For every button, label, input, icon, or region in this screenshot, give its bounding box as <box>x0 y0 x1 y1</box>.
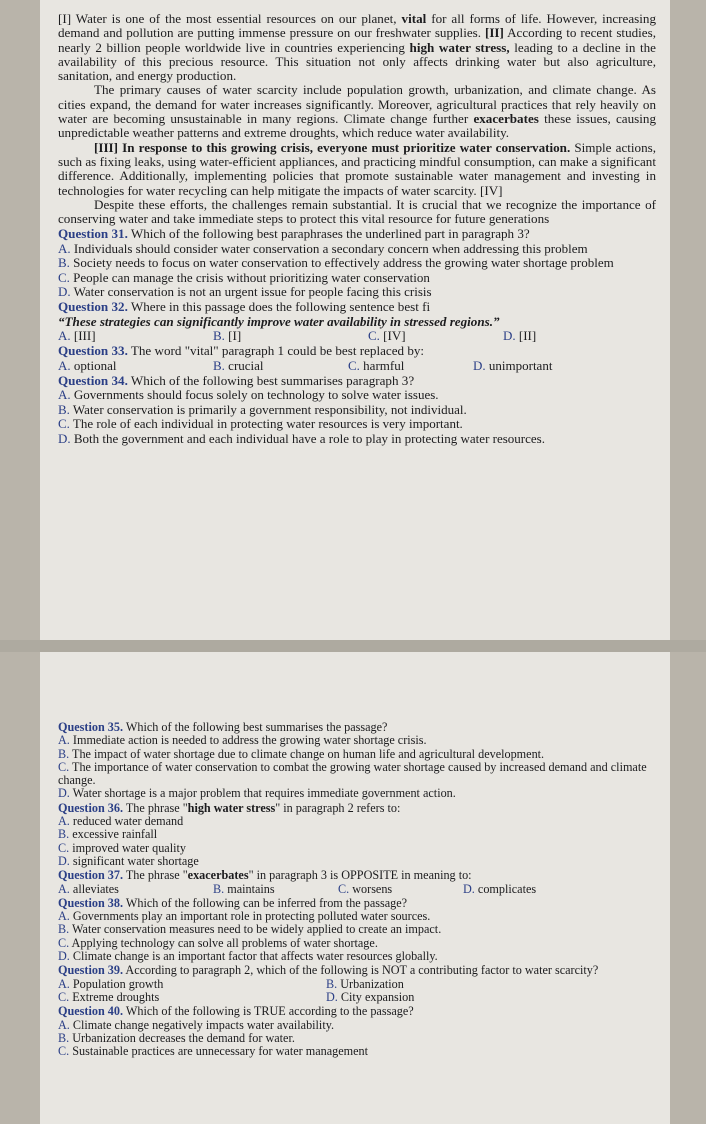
question-36: Question 36. The phrase "high water stress" in paragraph 2 refers to: A. reduced water demand B. excessive rainfall C. improved water quality D. significant water shortage <box>58 802 656 868</box>
word-vital: vital <box>401 11 427 26</box>
q34-option-a[interactable]: A. Governments should focus solely on technology to solve water issues. <box>58 387 439 403</box>
question-34: Question 34. Which of the following best summarises paragraph 3? A. Governments should focus solely on technology to solve water issues. B. Water conservation is primarily a government responsibility, not individual. C. The role of each individual in protecting water resources is very important. D. Both the government and each individual have a role to play in protecting water resources. <box>58 374 656 446</box>
q31-option-a[interactable]: A. Individuals should consider water conservation a secondary concern when addressing this problem <box>58 240 588 256</box>
q31-option-d[interactable]: D. Water conservation is not an urgent issue for people facing this crisis <box>58 283 432 299</box>
underlined-sentence: [III] In response to this growing crisis, everyone must prioritize water conservation. <box>94 139 571 155</box>
question-label: Question 34. <box>58 373 128 389</box>
q38-option-a[interactable]: A. Governments play an important role in protecting polluted water sources. <box>58 909 431 924</box>
passage-paragraph-4: Despite these efforts, the challenges remain substantial. It is crucial that we recognize the importance of conserving water and take immediate steps to protect this vital resource for future generations <box>58 196 656 227</box>
question-31: Question 31. Which of the following best paraphrases the underlined part in paragraph 3? A. Individuals should consider water conservation a secondary concern when addressing this problem B. Society needs to focus on water conservation to effectively address the growing water shortage problem C. People can manage the crisis without prioritizing water conservation D. Water conservation is not an urgent issue for people facing this crisis <box>58 227 656 299</box>
question-39: Question 39. According to paragraph 2, which of the following is NOT a contributing factor to water scarcity? A. Population growth B. Urbanization C. Extreme droughts D. City expansion <box>58 963 599 1004</box>
q37-option-c[interactable]: C. worsens <box>338 881 393 896</box>
question-label: Question 35. <box>58 720 124 734</box>
question-label: Question 32. <box>58 299 128 315</box>
question-label: Question 33. <box>58 343 128 359</box>
phrase-high-water-stress: high water stress, <box>409 39 510 55</box>
q40-option-a[interactable]: A. Climate change negatively impacts water availability. <box>58 1017 335 1032</box>
q37-option-b[interactable]: B. maintains <box>213 881 275 896</box>
q40-option-c[interactable]: C. Sustainable practices are unnecessary for water management <box>58 1044 368 1059</box>
q37-option-a[interactable]: A. alleviates <box>58 881 119 896</box>
question-40: Question 40. Which of the following is TRUE according to the passage? A. Climate change negatively impacts water availability. B. Urbanization decreases the demand for water. C. Sustainable practices are unnecessary for water management <box>58 1005 656 1058</box>
q39-option-a[interactable]: A. Population growth <box>58 976 164 991</box>
question-label: Question 38. <box>58 895 124 910</box>
q39-option-c[interactable]: C. Extreme droughts <box>58 989 160 1004</box>
marker-ii: [II] <box>484 25 504 41</box>
question-37: Question 37. The phrase "exacerbates" in paragraph 3 is OPPOSITE in meaning to: A. alleviates B. maintains C. worsens D. complicates <box>58 868 537 896</box>
q36-option-d[interactable]: D. significant water shortage <box>58 853 199 868</box>
q31-option-c[interactable]: C. People can manage the crisis without prioritizing water conservation <box>58 269 430 285</box>
question-label: Question 39. <box>58 963 124 978</box>
question-38: Question 38. Which of the following can be inferred from the passage? A. Governments play an important role in protecting polluted water sources. B. Water conservation measures need to be widely applied to create an impact. C. Applying technology can solve all problems of water shortage. D. Climate change is an important factor that affects water resources globally. <box>58 897 656 963</box>
q36-option-a[interactable]: A. reduced water demand <box>58 814 184 829</box>
question-label: Question 37. <box>58 868 124 883</box>
question-35: Question 35. Which of the following best summarises the passage? A. Immediate action is needed to address the growing water shortage crisis. B. The impact of water shortage due to climate change on human life and agricultural development. C. The importance of water conservation to combat the growing water shortage caused by increased demand and climate change. D. Water shortage is a major problem that requires immediate government action. <box>58 721 656 801</box>
marker-iv: [IV] <box>479 182 503 198</box>
q35-option-a[interactable]: A. Immediate action is needed to address the growing water shortage crisis. <box>58 733 427 748</box>
q32-option-d[interactable]: D. [II] <box>503 327 537 343</box>
q34-option-c[interactable]: C. The role of each individual in protecting water resources is very important. <box>58 416 463 432</box>
question-label: Question 36. <box>58 800 124 815</box>
passage-paragraph-2: The primary causes of water scarcity include population growth, urbanization, and climate change. As cities expand, the demand for water increases significantly. Moreover, agricultural practices that rely heavily on water are becoming unsustainable in many regions. Climate change further exacerbates these issues, causing unpredictable weather patterns and extreme droughts, which reduce water availability. <box>58 82 656 141</box>
q38-option-c[interactable]: C. Applying technology can solve all problems of water shortage. <box>58 935 378 950</box>
q33-option-b[interactable]: B. crucial <box>213 357 264 373</box>
q33-option-a[interactable]: A. optional <box>58 357 117 373</box>
passage-paragraph-1: [I] Water is one of the most essential resources on our planet, vital for all forms of life. However, increasing demand and pollution are putting immense pressure on our freshwater supplies. [II] According to recent studies, nearly 2 billion people worldwide live in countries experiencing high water stress, leading to a decline in the availability of this precious resource. This situation not only affects drinking water but also agriculture, sanitation, and energy production. <box>58 11 656 84</box>
q32-option-b[interactable]: B. [I] <box>213 327 242 343</box>
q33-option-c[interactable]: C. harmful <box>348 357 405 373</box>
q36-option-b[interactable]: B. excessive rainfall <box>58 827 158 842</box>
passage-paragraph-3: [III] In response to this growing crisis, everyone must prioritize water conservation. Simple actions, such as fixing leaks, using water-efficient appliances, and practicing mindful consumption, can make a significant difference. Additionally, implementing policies that promote sustainable water management and investing in technologies for water recycling can help mitigate the impacts of water scarcity. [IV] <box>58 139 656 198</box>
page-bottom-half <box>40 652 670 1124</box>
q37-option-d[interactable]: D. complicates <box>463 881 537 896</box>
q31-option-b[interactable]: B. Society needs to focus on water conservation to effectively address the growing water shortage problem <box>58 255 614 271</box>
quoted-sentence: “These strategies can significantly improve water availability in stressed regions.” <box>58 313 500 329</box>
question-label: Question 31. <box>58 226 128 242</box>
q35-option-b[interactable]: B. The impact of water shortage due to climate change on human life and agricultural development. <box>58 746 545 761</box>
q32-option-c[interactable]: C. [IV] <box>368 327 406 343</box>
q36-option-c[interactable]: C. improved water quality <box>58 840 186 855</box>
q35-option-d[interactable]: D. Water shortage is a major problem that requires immediate government action. <box>58 786 456 801</box>
page-top-half <box>40 0 670 640</box>
marker-i: [I] <box>58 11 72 26</box>
q39-option-b[interactable]: B. Urbanization <box>326 976 404 991</box>
page-divider <box>0 640 706 652</box>
q38-option-d[interactable]: D. Climate change is an important factor that affects water resources globally. <box>58 949 438 964</box>
q34-option-d[interactable]: D. Both the government and each individual have a role to play in protecting water resources. <box>58 430 545 446</box>
q38-option-b[interactable]: B. Water conservation measures need to be widely applied to create an impact. <box>58 922 442 937</box>
q35-option-c[interactable]: C. The importance of water conservation to combat the growing water shortage caused by increased demand and climate change. <box>58 759 647 788</box>
q33-option-d[interactable]: D. unimportant <box>473 357 553 373</box>
q34-option-b[interactable]: B. Water conservation is primarily a government responsibility, not individual. <box>58 401 467 417</box>
q39-option-d[interactable]: D. City expansion <box>326 989 415 1004</box>
q32-option-a[interactable]: A. [III] <box>58 327 96 343</box>
question-33: Question 33. The word "vital" paragraph 1 could be best replaced by: A. optional B. crucial C. harmful D. unimportant <box>58 343 553 373</box>
q40-option-b[interactable]: B. Urbanization decreases the demand for water. <box>58 1030 295 1045</box>
word-exacerbates: exacerbates <box>473 111 539 127</box>
question-label: Question 40. <box>58 1004 124 1019</box>
question-32: Question 32. Where in this passage does the following sentence best fi “These strategies can significantly improve water availability in stressed regions.” A. [III] B. [I] C. [IV] D. [II] <box>58 299 537 343</box>
